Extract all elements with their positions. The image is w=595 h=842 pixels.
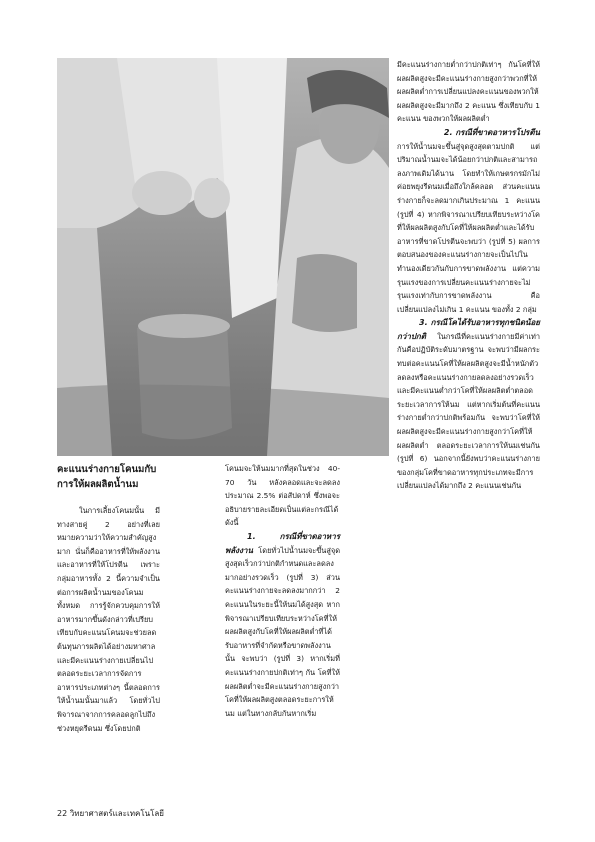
case-3-text: ในกรณีที่คะแนนร่างกายมีค่าเท่ากันคือปฏิบัติระดับมาตรฐาน จะพบว่ามีผลกระทบต่อคะแนนโคที่ให้ผลผลิตสูงจะมีน้ำหนักตัวลดลงหรือคะแนนร่างกายลดลงอย่างรวดเร็ว และมีคะแนนต่ำกว่าโคที่ให้ผลผลิตต่ำตลอดระยะเวลาการให้นม แต่หากเริ่มต้นที่คะแนนร่างกายต่ำกว่าปกติพร้อมกัน จะพบว่าโคที่ให้ผลผลิตสูงจะมีคะแนนร่างกายสูงกว่าโคที่ให้ผลผลิตต่ำ ตลอดระยะเวลาการให้นมเช่นกัน (รูปที่ 6) นอกจากนี้ยังพบว่าคะแนนร่างกายของกลุ่มโคที่ขาดอาหารทุกประเภทจะมีการเปลี่ยนแปลงได้มากถึง 2 คะแนนเช่นกัน [397, 331, 540, 491]
case-2-text: การให้น้ำนมจะขึ้นสู่จุดสูงสุดตามปกติ แต่ปริมาณน้ำนมจะได้น้อยกว่าปกติและสามารถลงภาพเดิมได้นาน โดยทำให้เกษตรกรมักไม่ค่อยพยุงรีดนมเมื่อถึงใกล้คลอด ส่วนคะแนนร่างกายก็จะลดมากเกินประมาณ 1 คะแนน (รูปที่ 4) หากพิจารณาเปรียบเทียบระหว่างโคที่ให้ผลผลิตสูงกับโคที่ให้ผลผลิตต่ำและได้รับอาหารที่ขาดโปรตีนจะพบว่า (รูปที่ 5) ผลการตอบสนองของคะแนนร่างกายจะเป็นไปในทำนองเดียวกันกับการขาดพลังงาน แต่ความรุนแรงของการเปลี่ยนคะแนนร่างกายจะไม่รุนแรงเท่ากับการขาดพลังงาน คือเปลี่ยนแปลงไม่เกิน 1 คะแนน ของทั้ง 2 กลุ่ม [397, 141, 540, 314]
text-column-1 [57, 462, 160, 735]
body-paragraph: มีคะแนนร่างกายต่ำกว่าปกติเท่าๆ กันโคที่ให้ผลผลิตสูงจะมีคะแนนร่างกายสูงกว่าพวกที่ให้ผลผลิตต่ำการเปลี่ยนแปลงคะแนนของพวกให้ผลผลิตสูงจะมีมากถึง 2 คะแนน ซึ่งเทียบกับ 1 คะแนน ของพวกให้ผลผลิตต่ำ [397, 60, 540, 124]
page-footer: 22 วิทยาศาสตร์และเทคโนโลยี [57, 809, 164, 818]
text-column-2 [225, 462, 340, 720]
photo-image [57, 58, 389, 456]
case-paragraph [225, 530, 340, 720]
dairy-milking-photo [57, 58, 389, 456]
body-paragraph: ในการเลี้ยงโคนมนั้น มีทางสายคู่ 2 อย่างที่เลยหมายความว่าให้ความสำคัญสูงมาก นั่นก็คืออาหารที่ให้พลังงาน และอาหารที่ให้โปรตีน เพราะกลุ่มอาหารทั้ง 2 นี้ความจำเป็นต่อการผลิตน้ำนมของโคนมทั้งหมด การรู้จักควบคุมการให้อาหารมากขึ้นดังกล่าวที่เปรียบเทียบกับคะแนนโคนมจะช่วยลดต้นทุนการผลิตได้อย่างมหาศาล และมีคะแนนร่างกายเปลี่ยนไปตลอดระยะเวลาการจัดการอาหารประเภทต่างๆ นี้ตลอดการให้น้ำนมนั้นมาแล้ว โดยทั่วไปพิจารณาจากการคลอดลูกไปถึงช่วงหยุดรีดนม ซึ่งโดยปกติ [57, 506, 160, 733]
text-column-3 [397, 58, 540, 493]
case-2-title: 2. กรณีที่ขาดอาหารโปรตีน [443, 127, 540, 137]
section-heading: คะแนนร่างกายโคนมกับการให้ผลผลิตน้ำนม [57, 464, 157, 490]
body-paragraph: โคนมจะให้นมมากที่สุดในช่วง 40-70 วัน หลังคลอดและจะลดลงประมาณ 2.5% ต่อสัปดาห์ ซึ่งพอจะอธิบายรายละเอียดเป็นแต่ละกรณีได้ ดังนี้ [225, 464, 340, 528]
case-1-text: โดยทั่วไปน้ำนมจะขึ้นสู่จุดสูงสุดเร็วกว่าปกติกำหนดและลดลงมากอย่างรวดเร็ว (รูปที่ 3) ส่วนคะแนนร่างกายจะลดลงมากกว่า 2 คะแนนในระยะนี้ให้นมได้สูงสุด หากพิจารณาเปรียบเทียบระหว่างโคที่ให้ผลผลิตสูงกับโคที่ให้ผลผลิตต่ำที่ได้รับอาหารที่จำกัดหรือขาดพลังงานนั้น จะพบว่า (รูปที่ 3) หากเริ่มที่คะแนนร่างกายปกติเท่าๆ กัน โคที่ให้ผลผลิตต่ำจะมีคะแนนร่างกายสูงกว่าโคที่ให้ผลผลิตสูงตลอดระยะการให้นม แต่ในทางกลับกันหากเริ่ม [225, 545, 340, 718]
case-3-title: 3. กรณีโคได้รับอาหารทุกชนิดน้อยกว่าปกติ [397, 318, 540, 341]
case-1-title: 1. กรณีที่ขาดอาหารพลังงาน [225, 531, 340, 555]
case-paragraph [397, 316, 540, 493]
